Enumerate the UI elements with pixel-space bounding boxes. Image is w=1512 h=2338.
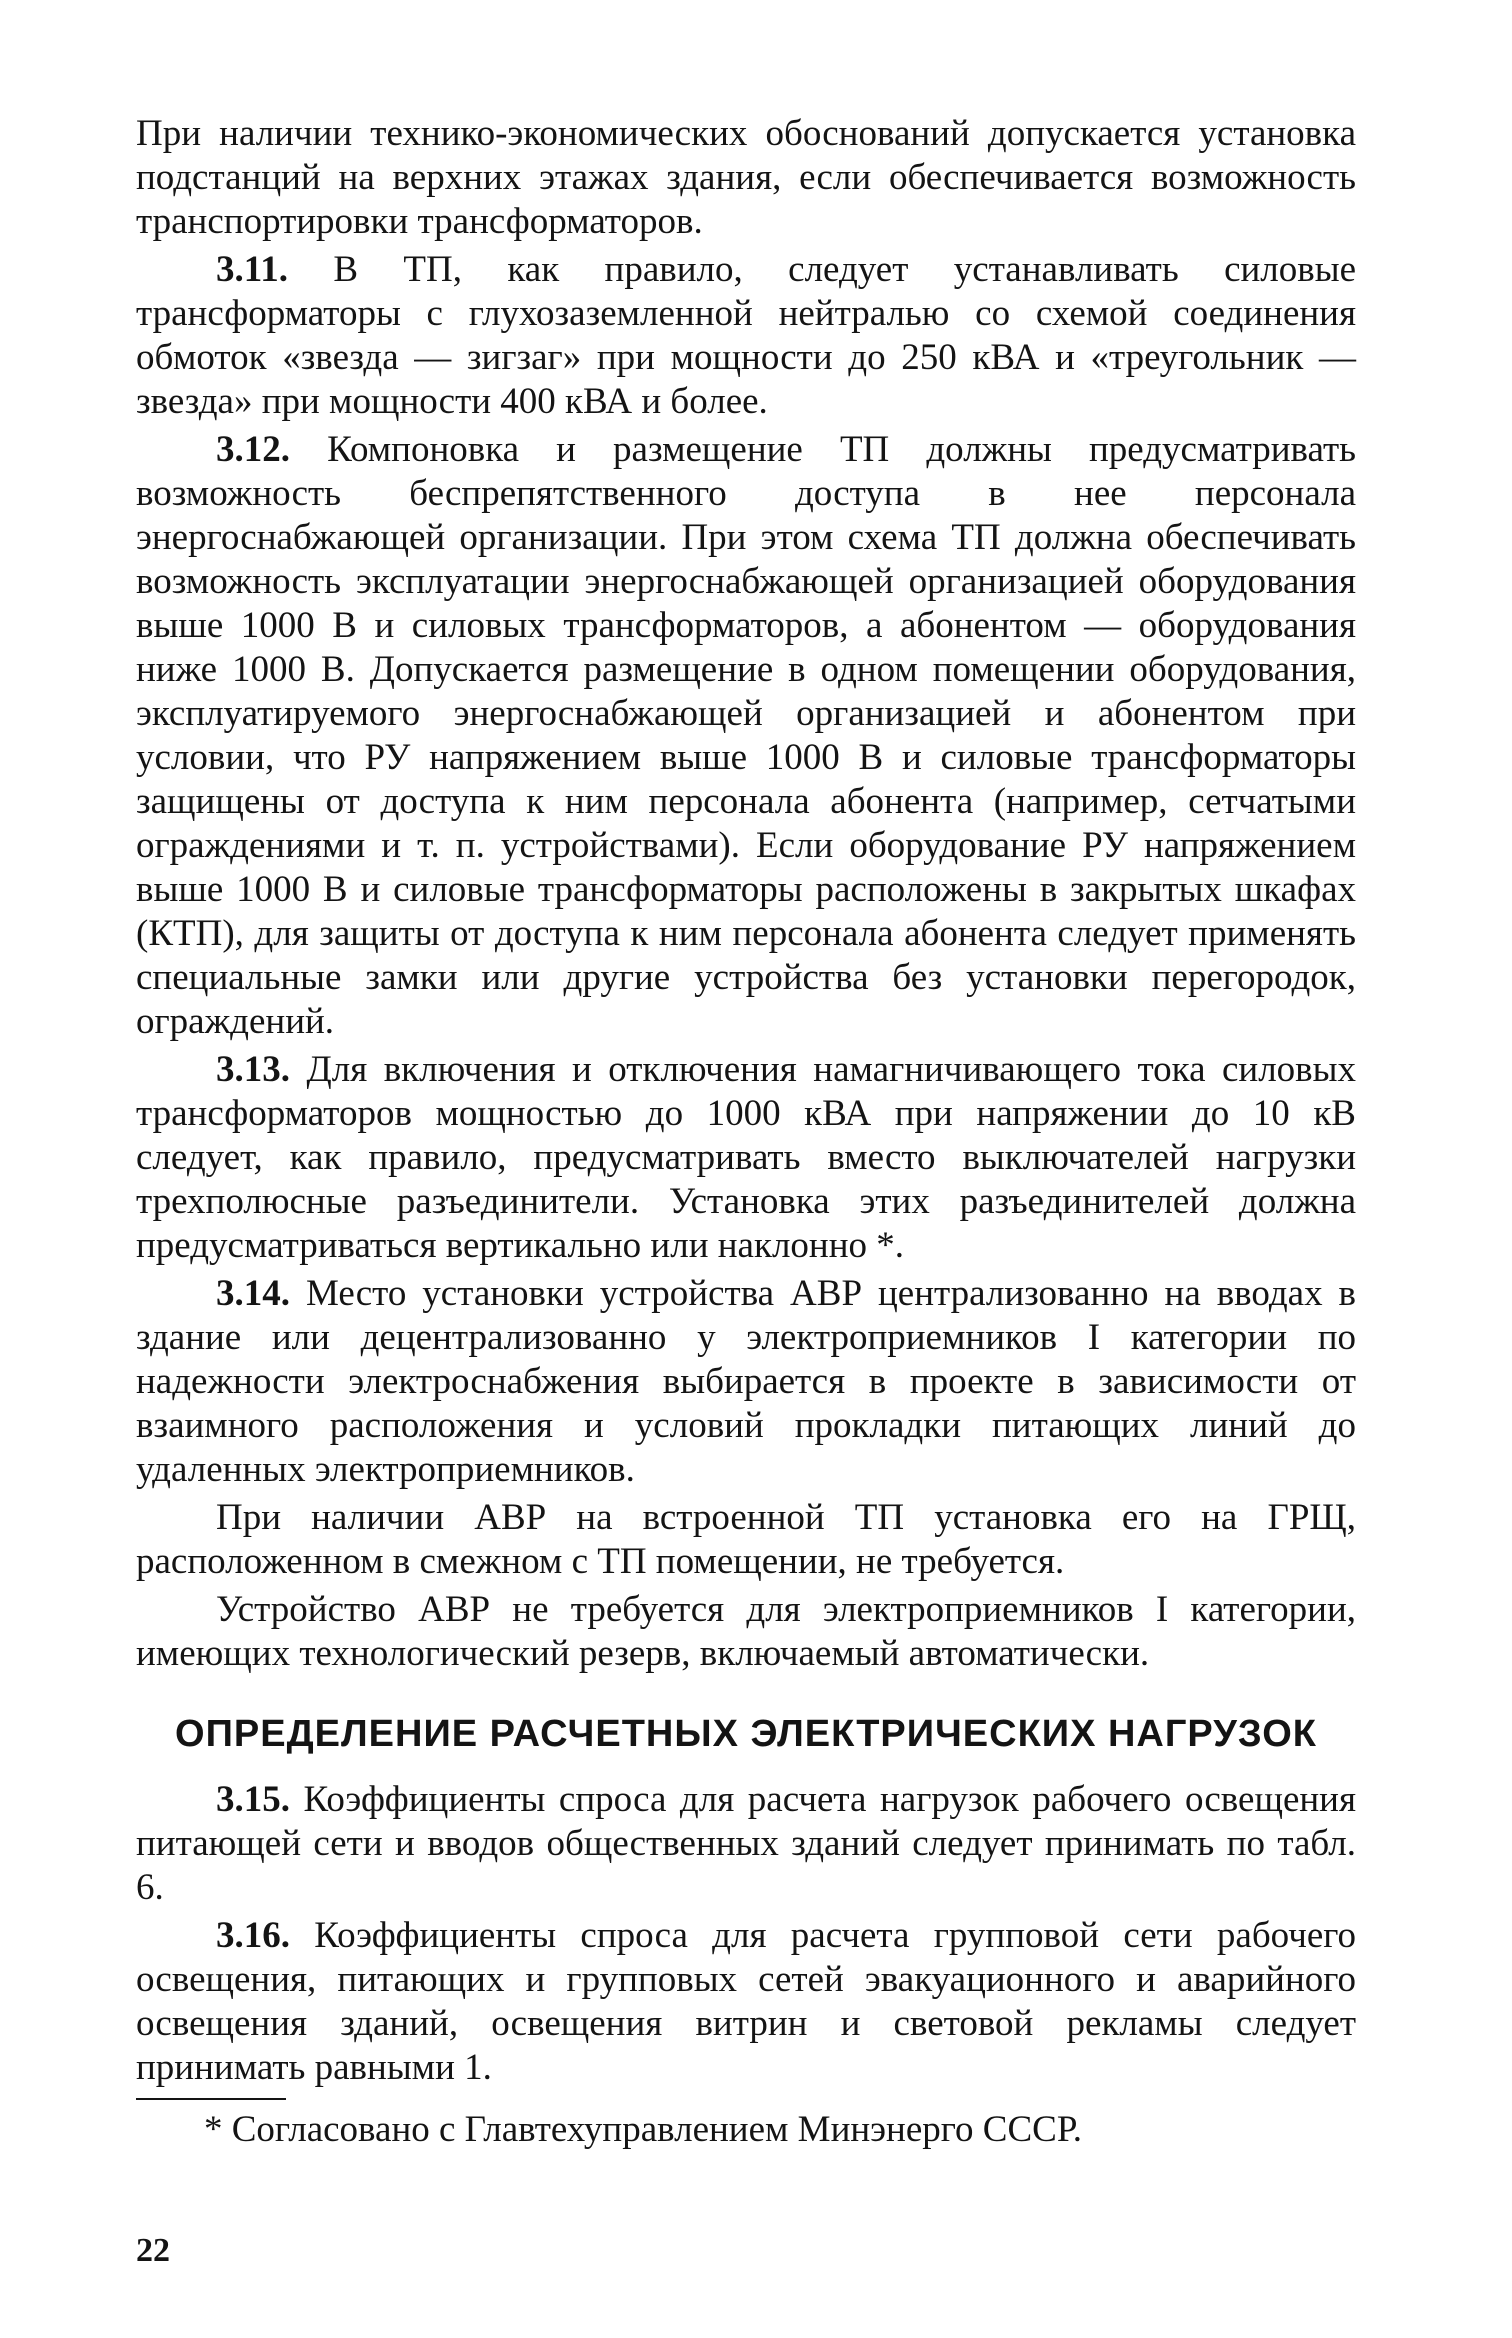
paragraph-text: Устройство АВР не требуется для электроприемников I категории, имеющих технологический резерв, включаемый автоматически. (136, 1589, 1356, 1674)
paragraph (136, 112, 1356, 244)
clause-number: 3.14. (216, 1273, 290, 1314)
text-column (136, 112, 1356, 2094)
paragraph-text: Компоновка и размещение ТП должны предусматривать возможность беспрепятственного доступа в нее персонала энергоснабжающей организации. При этом схема ТП должна обеспечивать возможность эксплуатации энергоснабжающей организацией оборудования выше 1000 В и силовых трансформаторов, а абонентом — оборудования ниже 1000 В. Допускается размещение в одном помещении оборудования, эксплуатируемого энергоснабжающей организацией и абонентом при условии, что РУ напряжением выше 1000 В и силовые трансформаторы защищены от доступа к ним персонала абонента (например, сетчатыми ограждениями и т. п. устройствами). Если оборудование РУ напряжением выше 1000 В и силовые трансформаторы расположены в закрытых шкафах (КТП), для защиты от доступа к ним персонала абонента следует применять специальные замки или другие устройства без установки перегородок, ограждений. (136, 429, 1357, 1042)
paragraph (136, 1048, 1356, 1268)
paragraph (136, 428, 1356, 1044)
paragraphs-after-heading (136, 1778, 1356, 2090)
clause-number: 3.13. (216, 1049, 290, 1090)
paragraph (136, 1496, 1356, 1584)
paragraph-text: Коэффициенты спроса для расчета групповой сети рабочего освещения, питающих и групповых сетей эвакуационного и аварийного освещения зданий, освещения витрин и световой рекламы следует принимать равными 1. (136, 1915, 1356, 2088)
paragraph-text: Коэффициенты спроса для расчета нагрузок рабочего освещения питающей сети и вводов общественных зданий следует принимать по табл. 6. (136, 1779, 1356, 1908)
paragraph-text: Место установки устройства АВР централизованно на вводах в здание или децентрализованно у электроприемников I категории по надежности электроснабжения выбирается в проекте в зависимости от взаимного расположения и условий прокладки питающих линий до удаленных электроприемников. (136, 1273, 1356, 1490)
paragraph (136, 1778, 1356, 1910)
paragraph-text: При наличии технико-экономических обоснований допускается установка подстанций на верхних этажах здания, если обеспечивается возможность транспортировки трансформаторов. (136, 113, 1356, 242)
paragraph (136, 1588, 1356, 1676)
paragraph-text: В ТП, как правило, следует устанавливать силовые трансформаторы с глухозаземленной нейтралью со схемой соединения обмоток «звезда — зигзаг» при мощности до 250 кВА и «треугольник — звезда» при мощности 400 кВА и более. (136, 249, 1357, 422)
footnote-rule (136, 2098, 286, 2100)
paragraphs-before-heading (136, 112, 1356, 1676)
paragraph-text: Для включения и отключения намагничивающего тока силовых трансформаторов мощностью до 1000 кВА при напряжении до 10 кВ следует, как правило, предусматривать вместо выключателей нагрузки трехполюсные разъединители. Установка этих разъединителей должна предусматриваться вертикально или наклонно *. (136, 1049, 1356, 1266)
footnote: * Согласовано с Главтехуправлением Минэнерго СССР. (204, 2109, 1083, 2150)
clause-number: 3.11. (216, 249, 288, 290)
paragraph (136, 1272, 1356, 1492)
clause-number: 3.12. (216, 429, 290, 470)
clause-number: 3.15. (216, 1779, 290, 1820)
paragraph (136, 248, 1356, 424)
paragraph (136, 1914, 1356, 2090)
page-number: 22 (136, 2232, 170, 2269)
paragraph-text: При наличии АВР на встроенной ТП установка его на ГРЩ, расположенном в смежном с ТП помещении, не требуется. (136, 1497, 1356, 1582)
section-heading: ОПРЕДЕЛЕНИЕ РАСЧЕТНЫХ ЭЛЕКТРИЧЕСКИХ НАГРУЗОК (175, 1713, 1317, 1755)
clause-number: 3.16. (216, 1915, 290, 1956)
